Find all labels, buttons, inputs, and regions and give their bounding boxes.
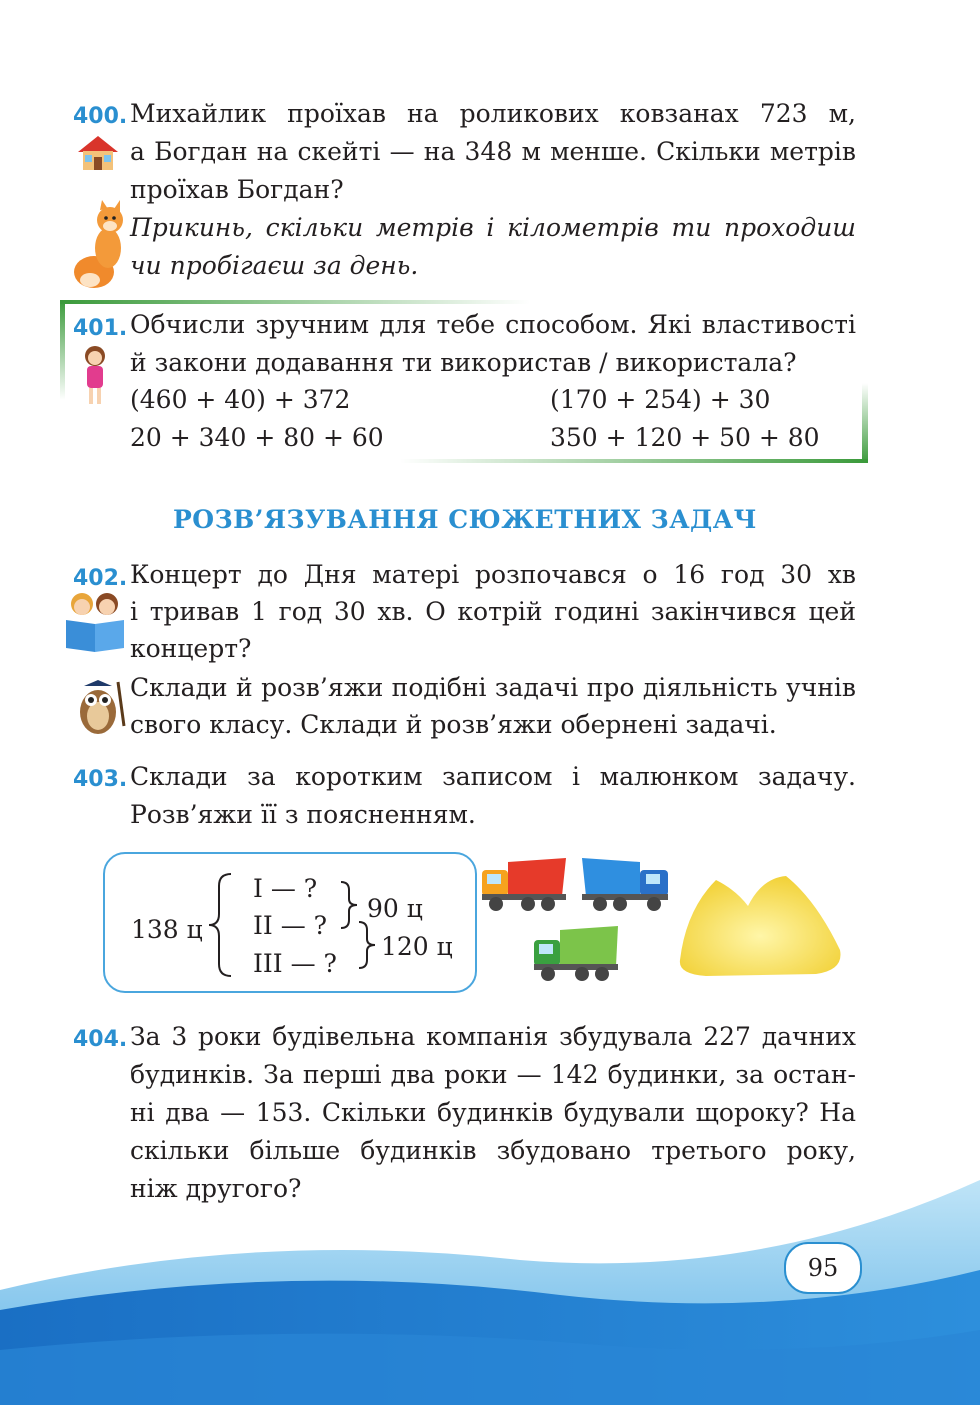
task-403-line-1: Склади за коротким записом і малюнком задачу. — [130, 762, 856, 791]
task-402-extra-1: Склади й розв’яжи подібні задачі про діяльність учнів — [130, 673, 856, 702]
task-400-number: 400. — [73, 104, 128, 129]
task-401-expr-4: 350 + 120 + 50 + 80 — [550, 423, 820, 452]
fox-icon — [72, 200, 130, 292]
task-404-line-3: ні два — 153. Скільки будинків будували щороку? На — [130, 1098, 856, 1127]
scheme-row-1: I — ? — [253, 874, 318, 903]
task-401-expr-1: (460 + 40) + 372 — [130, 385, 351, 414]
task-403-line-2: Розв’яжи її з поясненням. — [130, 800, 476, 829]
scheme-total: 138 ц — [131, 915, 203, 944]
task-404-line-5: ніж другого? — [130, 1174, 302, 1203]
task-401-line-2: й закони додавання ти використав / використала? — [130, 348, 797, 377]
task-400-line-2: а Богдан на скейті — на 348 м менше. Скільки метрів — [130, 137, 856, 166]
section-title: РОЗВ’ЯЗУВАННЯ СЮЖЕТНИХ ЗАДАЧ — [173, 505, 757, 534]
blue-truck-icon — [580, 856, 672, 914]
green-truck-icon — [530, 924, 622, 984]
kids-reading-icon — [64, 590, 126, 654]
task-401-line-1: Обчисли зручним для тебе способом. Які властивості — [130, 310, 856, 339]
girl-icon — [80, 344, 110, 408]
task-402-extra-2: свого класу. Склади й розв’яжи обернені задачі. — [130, 710, 777, 739]
task-400-hint-2: чи пробігаєш за день. — [130, 251, 419, 280]
short-record-box — [103, 852, 477, 993]
task-402-line-3: концерт? — [130, 634, 252, 663]
task-403-number: 403. — [73, 767, 128, 792]
task-400-line-3: проїхав Богдан? — [130, 175, 344, 204]
task-404-line-2: будинків. За перші два роки — 142 будинки, за остан- — [130, 1060, 856, 1089]
frame-top-bar — [60, 300, 530, 304]
task-404-line-1: За 3 роки будівельна компанія збудувала 227 дачних — [130, 1022, 856, 1051]
scheme-sum12: 90 ц — [367, 894, 423, 923]
frame-left-bar — [60, 300, 65, 400]
page-number: 95 — [784, 1242, 862, 1294]
task-401-number: 401. — [73, 316, 128, 341]
task-401-expr-3: 20 + 340 + 80 + 60 — [130, 423, 384, 452]
red-truck-icon — [478, 856, 568, 914]
scheme-row-3: III — ? — [253, 949, 337, 978]
sand-pile-icon — [676, 870, 846, 980]
left-brace — [205, 872, 235, 978]
task-400-line-1: Михайлик проїхав на роликових ковзанах 723 м, — [130, 99, 856, 128]
task-404-line-4: скільки більше будинків збудовано третього року, — [130, 1136, 856, 1165]
scheme-row-2: II — ? — [253, 911, 328, 940]
brace-sum23 — [357, 920, 379, 970]
task-402-number: 402. — [73, 566, 128, 591]
task-404-number: 404. — [73, 1027, 128, 1052]
task-402-line-1: Концерт до Дня матері розпочався о 16 год 30 хв — [130, 560, 856, 589]
task-400-hint-1: Прикинь, скільки метрів і кілометрів ти проходиш — [130, 213, 856, 242]
scheme-sum23: 120 ц — [381, 932, 453, 961]
frame-right-bar — [862, 383, 868, 463]
task-401-expr-2: (170 + 254) + 30 — [550, 385, 771, 414]
frame-bottom-bar — [400, 459, 868, 463]
house-icon — [76, 134, 120, 172]
task-402-line-2: і тривав 1 год 30 хв. О котрій годині закінчився цей — [130, 597, 856, 626]
owl-icon — [72, 676, 128, 736]
